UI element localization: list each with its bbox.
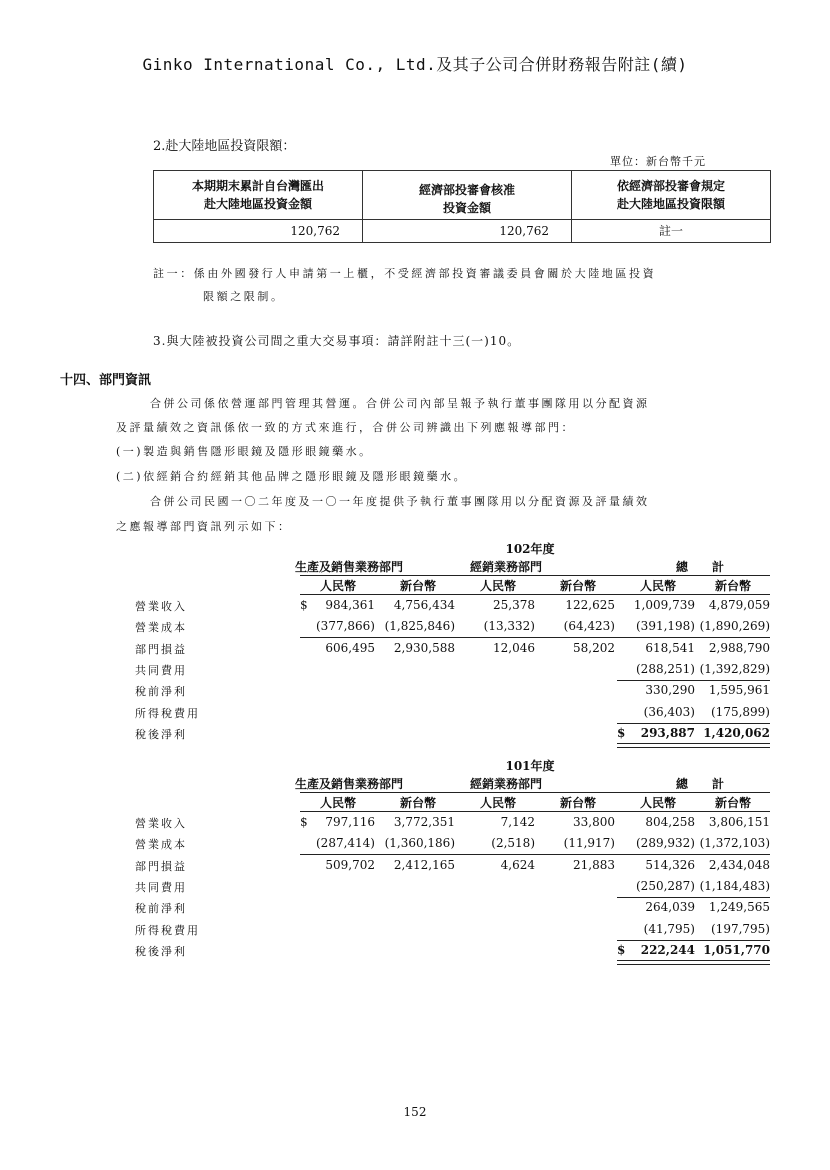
segment-value-cell: (289,932) (636, 836, 695, 851)
segment-value-cell: 1,009,739 (633, 598, 695, 612)
group-header-underline (300, 575, 770, 576)
header-cell-approved (363, 171, 572, 220)
header-cell-limit (572, 171, 771, 220)
para-1-line-1: 合併公司係依營運部門管理其營運。合併公司內部呈報予執行董事團隊用以分配資源 (150, 397, 650, 410)
para-2-line-2: 之應報導部門資訊列示如下： (116, 520, 292, 533)
segment-value-cell: (377,866) (316, 619, 375, 634)
segment-value-cell: (1,184,483) (699, 878, 770, 893)
segment-currency-header: 人民幣 (479, 579, 516, 593)
segment-currency-header: 人民幣 (479, 796, 516, 810)
segment-value-cell: 222,244 (640, 942, 695, 957)
segment-value-cell: 3,806,151 (708, 815, 770, 829)
segment-value-cell: 4,624 (500, 857, 535, 872)
segment-value-cell: 797,116 (325, 815, 375, 829)
segment-value-cell: (1,392,829) (699, 661, 770, 676)
section-3-text: 3.與大陸被投資公司間之重大交易事項：請詳附註十三(一)10。 (153, 334, 521, 348)
segment-group-header: 經銷業務部門 (470, 560, 543, 574)
currency-symbol: $ (300, 598, 308, 612)
segment-value-cell: 804,258 (645, 815, 695, 829)
segment-value-cell: (41,795) (643, 921, 695, 936)
header-cell-cumulative (154, 171, 363, 220)
segment-row-label: 部門損益 (135, 859, 187, 873)
segment-year-title: 102年度 (505, 542, 555, 556)
segment-value-cell: 984,361 (325, 598, 375, 612)
segment-row-label: 稅後淨利 (135, 944, 187, 958)
section-2-heading: 2.赴大陸地區投資限額： (153, 139, 296, 154)
segment-value-cell: 58,202 (573, 640, 615, 655)
segment-value-cell: 264,039 (645, 900, 695, 915)
header-line: 赴大陸地區投資金額 (203, 197, 312, 211)
cell-limit-note: 註一 (572, 220, 771, 243)
segment-value-cell: (36,403) (643, 704, 695, 719)
currency-symbol: $ (617, 725, 626, 740)
header-line: 依經濟部投審會規定 (616, 179, 725, 193)
segment-group-header: 經銷業務部門 (470, 777, 543, 791)
segment-value-cell: (1,825,846) (384, 619, 455, 634)
segment-row-label: 共同費用 (135, 663, 187, 677)
para-2-line-1: 合併公司民國一〇二年度及一〇一年度提供予執行董事團隊用以分配資源及評量績效 (150, 495, 650, 508)
segment-currency-header: 人民幣 (319, 579, 356, 593)
segment-currency-header: 新台幣 (399, 579, 436, 593)
segment-value-cell: 293,887 (640, 725, 695, 740)
segment-value-cell: 514,326 (645, 857, 695, 872)
segment-currency-header: 人民幣 (639, 579, 676, 593)
segment-row-label: 營業收入 (135, 600, 187, 613)
subtotal-underline (617, 897, 770, 898)
segment-value-cell: 25,378 (493, 598, 535, 612)
segment-value-cell: (197,795) (711, 921, 770, 936)
total-double-underline (617, 960, 770, 965)
segment-currency-header: 新台幣 (399, 796, 436, 810)
segment-group-header: 總 計 (675, 777, 724, 791)
segment-value-cell: 122,625 (565, 598, 615, 612)
segment-group-header: 生產及銷售業務部門 (295, 777, 404, 791)
segment-value-cell: 330,290 (645, 683, 695, 698)
segment-value-cell: 2,434,048 (708, 857, 770, 872)
segment-currency-header: 新台幣 (714, 796, 751, 810)
segment-value-cell: (2,518) (491, 836, 535, 851)
segment-value-cell: 1,249,565 (708, 900, 770, 915)
currency-header-underline (300, 811, 770, 812)
currency-header-underline (300, 594, 770, 595)
segment-value-cell: (250,287) (636, 878, 695, 893)
segment-row-label: 稅前淨利 (135, 685, 187, 699)
segment-item-1: (一)製造與銷售隱形眼鏡及隱形眼鏡藥水。 (116, 445, 373, 458)
segment-currency-header: 新台幣 (559, 579, 596, 593)
page-header-title: Ginko International Co., Ltd.及其子公司合併財務報告附註(續) (142, 55, 688, 74)
total-double-underline (617, 743, 770, 748)
subtotal-underline (300, 637, 770, 638)
segment-value-cell: 33,800 (573, 815, 615, 829)
header-line: 本期期末累計自台灣匯出 (191, 179, 324, 193)
segment-table-101 (135, 757, 775, 962)
segment-value-cell: 606,495 (325, 640, 375, 655)
subtotal-underline (300, 854, 770, 855)
segment-row-label: 營業收入 (135, 817, 187, 830)
segment-row-label: 所得稅費用 (135, 706, 200, 720)
subtotal-underline (617, 723, 770, 724)
segment-value-cell: 1,595,961 (708, 683, 770, 698)
segment-row-label: 共同費用 (135, 880, 187, 894)
investment-limit-table (153, 170, 771, 243)
segment-value-cell: 1,420,062 (703, 725, 770, 740)
segment-value-cell: (13,332) (483, 619, 535, 634)
segment-group-header: 總 計 (675, 560, 724, 574)
page-number: 152 (403, 1105, 427, 1119)
subtotal-underline (617, 940, 770, 941)
segment-value-cell: (287,414) (316, 836, 375, 851)
cell-approved-amount: 120,762 (363, 220, 572, 243)
segment-value-cell: (175,899) (711, 704, 770, 719)
section-14-heading: 十四、部門資訊 (60, 373, 152, 388)
segment-row-label: 部門損益 (135, 642, 187, 656)
segment-currency-header: 新台幣 (559, 796, 596, 810)
segment-row-label: 所得稅費用 (135, 923, 200, 937)
segment-value-cell: (288,251) (636, 661, 695, 676)
header-line: 投資金額 (442, 201, 491, 215)
segment-value-cell: 12,046 (493, 640, 535, 655)
segment-value-cell: 2,988,790 (708, 640, 770, 655)
segment-value-cell: (11,917) (563, 836, 615, 851)
note-1-line-2: 限額之限制。 (203, 290, 285, 303)
segment-group-header: 生產及銷售業務部門 (295, 560, 404, 574)
segment-row-label: 稅前淨利 (135, 902, 187, 916)
segment-row-label: 營業成本 (135, 838, 187, 852)
segment-year-title: 101年度 (505, 759, 555, 773)
header-line: 經濟部投審會核准 (418, 183, 515, 197)
investment-limit-header-row (154, 171, 771, 220)
segment-value-cell: (1,890,269) (699, 619, 770, 634)
segment-value-cell: 618,541 (645, 640, 695, 655)
segment-row-label: 營業成本 (135, 621, 187, 635)
segment-value-cell: (64,423) (563, 619, 615, 634)
group-header-underline (300, 792, 770, 793)
investment-limit-data-row (154, 220, 771, 243)
segment-value-cell: 3,772,351 (393, 815, 455, 829)
segment-value-cell: 4,756,434 (393, 598, 455, 612)
segment-value-cell: (391,198) (636, 619, 695, 634)
cell-cumulative-amount: 120,762 (154, 220, 363, 243)
unit-label: 單位：新台幣千元 (610, 155, 706, 168)
note-1-line-1: 註一：係由外國發行人申請第一上櫃，不受經濟部投資審議委員會關於大陸地區投資 (153, 267, 657, 280)
segment-value-cell: (1,360,186) (384, 836, 455, 851)
segment-value-cell: 509,702 (325, 857, 375, 872)
segment-value-cell: 4,879,059 (708, 598, 770, 612)
currency-symbol: $ (617, 942, 626, 957)
segment-value-cell: 2,412,165 (393, 857, 455, 872)
segment-currency-header: 人民幣 (639, 796, 676, 810)
header-line: 赴大陸地區投資限額 (616, 197, 725, 211)
segment-value-cell: 7,142 (500, 815, 535, 829)
segment-value-cell: 21,883 (573, 857, 615, 872)
para-1-line-2: 及評量績效之資訊係依一致的方式來進行，合併公司辨識出下列應報導部門： (116, 421, 575, 434)
segment-currency-header: 人民幣 (319, 796, 356, 810)
segment-table-102 (135, 540, 775, 745)
segment-row-label: 稅後淨利 (135, 727, 187, 741)
segment-value-cell: 2,930,588 (393, 640, 455, 655)
segment-currency-header: 新台幣 (714, 579, 751, 593)
subtotal-underline (617, 680, 770, 681)
currency-symbol: $ (300, 815, 308, 829)
segment-value-cell: 1,051,770 (703, 942, 770, 957)
segment-item-2: (二)依經銷合約經銷其他品牌之隱形眼鏡及隱形眼鏡藥水。 (116, 470, 468, 483)
segment-value-cell: (1,372,103) (699, 836, 770, 851)
